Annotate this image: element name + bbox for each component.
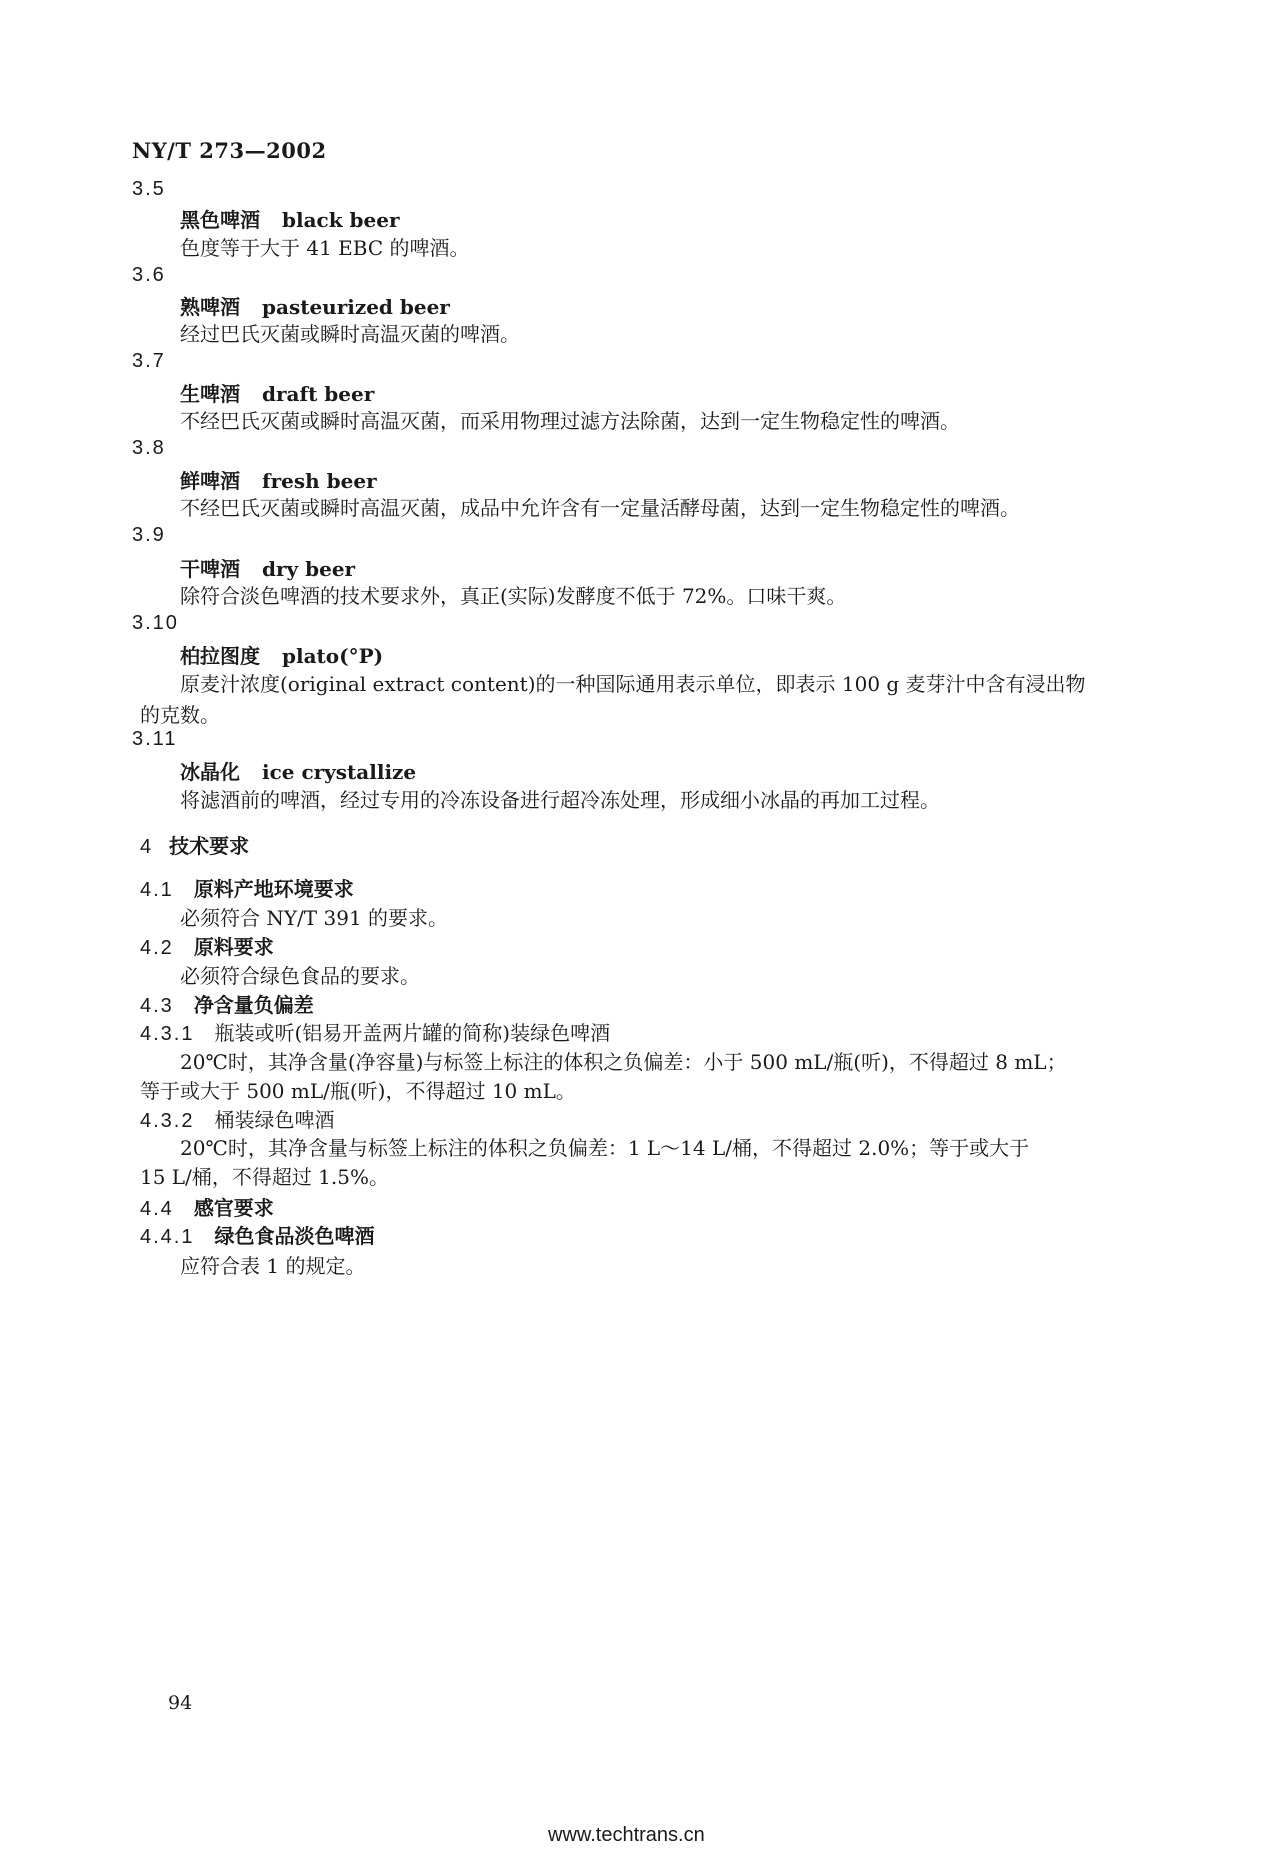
subsection-heading [140, 931, 274, 960]
term-english: fresh beer [262, 469, 377, 493]
definition-text: 色度等于大于 41 EBC 的啤酒。 [180, 236, 470, 260]
clause-text-continued: 15 L/桶，不得超过 1.5%。 [140, 1165, 389, 1189]
term-english: black beer [282, 208, 400, 232]
subsection-number: 4.3 [140, 995, 174, 1017]
subsection-title: 瓶装或听(铝易开盖两片罐的简称)装绿色啤酒 [214, 1021, 611, 1045]
subsection-number: 4.2 [140, 937, 174, 959]
clause-number: 3.11 [132, 728, 178, 750]
page-number: 94 [168, 1692, 193, 1714]
clause-number: 3.5 [132, 178, 166, 200]
subsection-number: 4.3.1 [140, 1023, 195, 1045]
clause-text-continued: 等于或大于 500 mL/瓶(听)，不得超过 10 mL。 [140, 1079, 576, 1103]
subsection-heading [140, 873, 354, 902]
definition-text: 除符合淡色啤酒的技术要求外，真正(实际)发酵度不低于 72%。口味干爽。 [180, 584, 847, 608]
term-heading [180, 553, 355, 582]
subsection-heading [140, 1104, 334, 1133]
term-chinese: 熟啤酒 [180, 295, 240, 319]
term-english: pasteurized beer [262, 295, 450, 319]
subsection-heading [140, 1220, 374, 1249]
term-heading [180, 291, 450, 320]
subsection-title: 原料要求 [193, 935, 274, 959]
section-number: 4 [140, 836, 154, 858]
clause-text: 20℃时，其净含量(净容量)与标签上标注的体积之负偏差：小于 500 mL/瓶(听)，不得超过 8 mL； [180, 1050, 1067, 1074]
term-english: ice crystallize [262, 760, 417, 784]
clause-number: 3.6 [132, 264, 166, 286]
term-heading [180, 378, 374, 407]
term-english: plato(°P) [282, 644, 384, 668]
term-chinese: 冰晶化 [180, 760, 240, 784]
clause-text: 必须符合绿色食品的要求。 [180, 964, 420, 988]
definition-text: 将滤酒前的啤酒，经过专用的冷冻设备进行超冷冻处理，形成细小冰晶的再加工过程。 [180, 788, 940, 812]
clause-number: 3.8 [132, 437, 166, 459]
clause-text: 必须符合 NY/T 391 的要求。 [180, 906, 449, 930]
term-chinese: 鲜啤酒 [180, 469, 240, 493]
term-chinese: 干啤酒 [180, 557, 240, 581]
term-english: draft beer [262, 382, 375, 406]
clause-number: 3.7 [132, 350, 166, 372]
term-heading [180, 465, 377, 494]
clause-number: 3.10 [132, 612, 179, 634]
clause-text: 20℃时，其净含量与标签上标注的体积之负偏差：1 L～14 L/桶，不得超过 2.0%；等于或大于 [180, 1136, 1030, 1160]
clause-text: 应符合表 1 的规定。 [180, 1254, 366, 1278]
clause-number: 3.9 [132, 524, 166, 546]
footer-url: www.techtrans.cn [548, 1824, 705, 1846]
subsection-number: 4.4.1 [140, 1226, 195, 1248]
definition-text: 原麦汁浓度(original extract content)的一种国际通用表示单位，即表示 100 g 麦芽汁中含有浸出物 [180, 672, 1086, 696]
term-heading [180, 640, 383, 669]
subsection-heading [140, 989, 314, 1018]
subsection-title: 桶装绿色啤酒 [214, 1108, 335, 1132]
section-title: 技术要求 [169, 834, 250, 858]
subsection-heading [140, 1192, 274, 1221]
subsection-title: 原料产地环境要求 [193, 877, 354, 901]
subsection-number: 4.3.2 [140, 1110, 195, 1132]
term-heading [180, 756, 416, 785]
subsection-heading [140, 1017, 610, 1046]
definition-text: 不经巴氏灭菌或瞬时高温灭菌，而采用物理过滤方法除菌，达到一定生物稳定性的啤酒。 [180, 409, 960, 433]
subsection-title: 绿色食品淡色啤酒 [214, 1224, 375, 1248]
standard-code-header: NY/T 273—2002 [132, 138, 327, 163]
term-chinese: 生啤酒 [180, 382, 240, 406]
term-heading [180, 204, 400, 233]
definition-text: 经过巴氏灭菌或瞬时高温灭菌的啤酒。 [180, 322, 520, 346]
subsection-number: 4.1 [140, 879, 174, 901]
term-chinese: 柏拉图度 [180, 644, 260, 668]
term-english: dry beer [262, 557, 356, 581]
section-heading [140, 830, 249, 859]
subsection-title: 净含量负偏差 [193, 993, 314, 1017]
definition-text-continued: 的克数。 [140, 703, 220, 727]
subsection-title: 感官要求 [193, 1196, 274, 1220]
subsection-number: 4.4 [140, 1198, 174, 1220]
definition-text: 不经巴氏灭菌或瞬时高温灭菌，成品中允许含有一定量活酵母菌，达到一定生物稳定性的啤酒。 [180, 496, 1020, 520]
term-chinese: 黑色啤酒 [180, 208, 260, 232]
